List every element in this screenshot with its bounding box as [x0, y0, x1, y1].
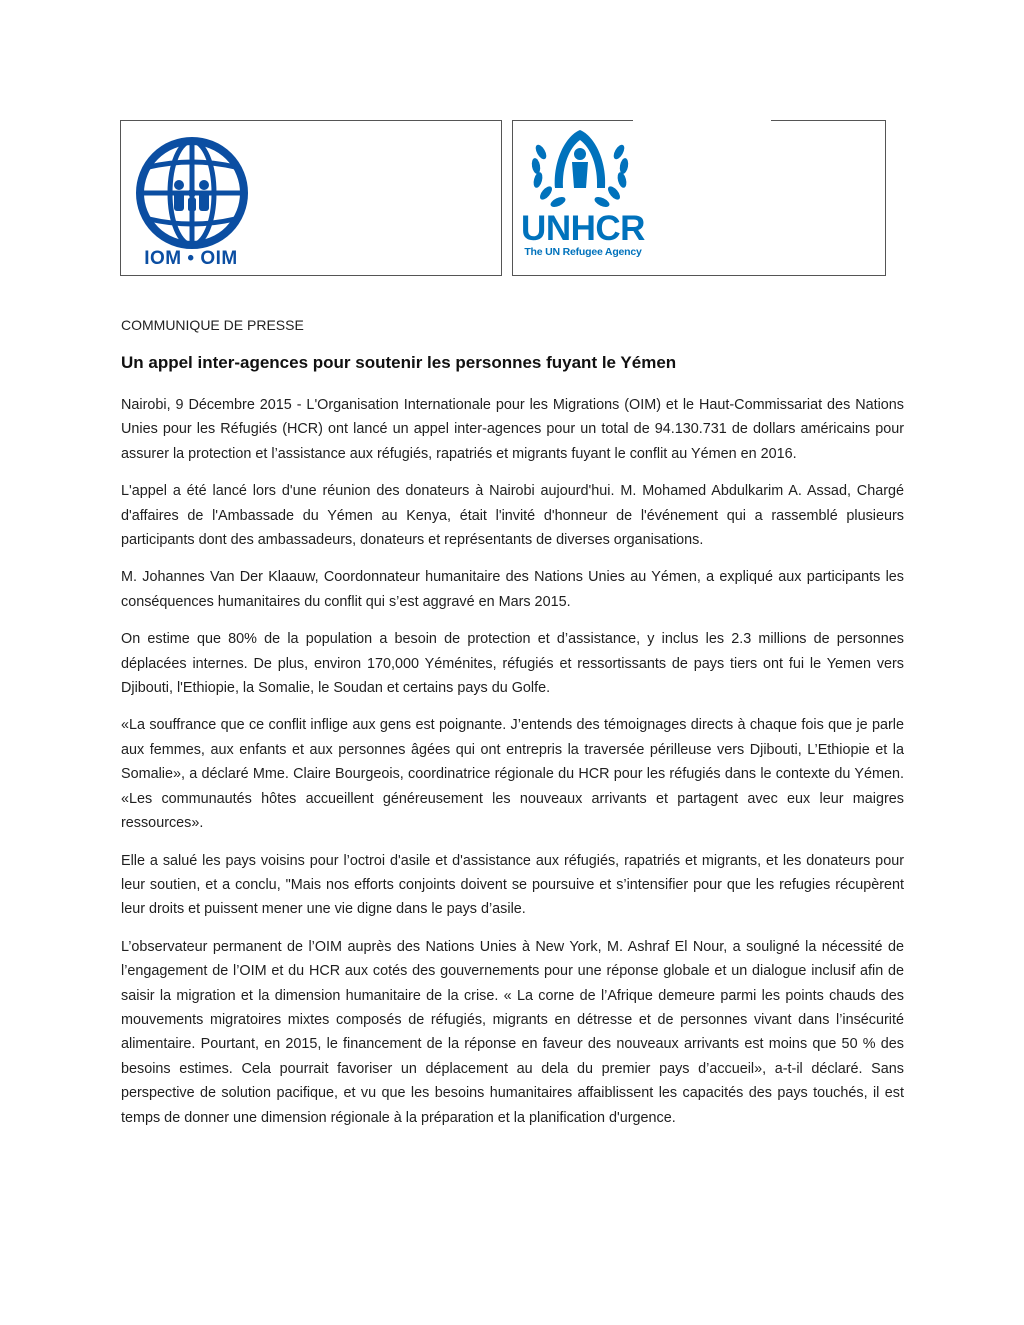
paragraph: L'appel a été lancé lors d'une réunion des donateurs à Nairobi aujourd'hui. M. Mohamed Abdulkarim A. Assad, Chargé d'affaires de l'Ambassade du Yémen au Kenya, était l'invité d'honneur de l'événement qui a rassemblé plusieurs participants dont des ambassadeurs, donateurs et représentants de diverses organisations.: [121, 483, 904, 549]
article-body: [121, 393, 904, 1143]
page-title: Un appel inter-agences pour soutenir les personnes fuyant le Yémen: [121, 353, 677, 372]
paragraph: L’observateur permanent de l’OIM auprès des Nations Unies à New York, M. Ashraf El Nour, a souligné la nécessité de l’engagement de l’OIM et du HCR aux cotés des gouvernements pour une réponse globale et un dialogue inclusif afin de saisir la migration et la dimension humanitaire de la crise. « La corne de l’Afrique demeure parmi les points chauds des mouvements migratoires mixtes composés de réfugiés, migrants en détresse et de personnes vivant dans l’insécurité alimentaire. Pourtant, en 2015, le financement de la réponse en faveur des nouveaux arrivants est moins que 50 % des besoins estimes. Cela pourrait favoriser un déplacement au dela du premier pays d’accueil», a-t-il déclaré. Sans perspective de solution pacifique, et vu que les besoins humanitaires affaiblissent les capacités des pays touchés, il est temps de donner une dimension régionale à la préparation et la planification d'urgence.: [121, 938, 904, 1126]
paragraph: Elle a salué les pays voisins pour l’octroi d'asile et d'assistance aux réfugiés, rapatriés et migrants, et les donateurs pour leur soutien, et a conclu, "Mais nos efforts conjoints doivent se poursuive et s’intensifier pour que les refugies récupèrent leur droits et puissent mener une vie digne dans le pays d’asile.: [121, 852, 904, 918]
paragraph: On estime que 80% de la population a besoin de protection et d’assistance, y inclus les 2.3 millions de personnes déplacées internes. De plus, environ 170,000 Yéménites, réfugiés et ressortissants de pays tiers ont fui le Yemen vers Djibouti, l'Ethiopie, la Somalie, le Soudan et certains pays du Golfe.: [121, 631, 904, 697]
unhcr-wordmark: UNHCR: [521, 209, 645, 248]
paragraph: «La souffrance que ce conflit inflige aux gens est poignante. J’entends des témoignages directs à chaque fois que je parle aux femmes, aux enfants et aux personnes âgées qui ont entrepris la traversée périlleuse vers Djibouti, L’Ethiopie et la Somalie», a déclaré Mme. Claire Bourgeois, coordinatrice régionale du HCR pour les réfugiés dans le contexte du Yémen. «Les communautés hôtes accueillent généreusement les nouveaux arrivants et partagent avec eux leur maigres ressources».: [121, 717, 904, 832]
paragraph: M. Johannes Van Der Klaauw, Coordonnateur humanitaire des Nations Unies au Yémen, a expliqué aux participants les conséquences humanitaires du conflit qui s’est aggravé en Mars 2015.: [121, 569, 904, 610]
iom-logo-text: IOM • OIM: [144, 248, 238, 269]
unhcr-tagline: The UN Refugee Agency: [524, 246, 642, 258]
paragraph: Nairobi, 9 Décembre 2015 - L'Organisation Internationale pour les Migrations (OIM) et le Haut-Commissariat des Nations Unies pour les Réfugiés (HCR) ont lancé un appel inter-agences pour un total de 94.130.731 de dollars américains pour assurer la protection et l’assistance aux réfugiés, rapatriés et migrants fuyant le conflit au Yémen en 2016.: [121, 397, 904, 462]
unhcr-emblem-icon: [525, 122, 635, 217]
logo-divider: [501, 120, 513, 276]
press-release-kicker: COMMUNIQUE DE PRESSE: [121, 317, 304, 333]
